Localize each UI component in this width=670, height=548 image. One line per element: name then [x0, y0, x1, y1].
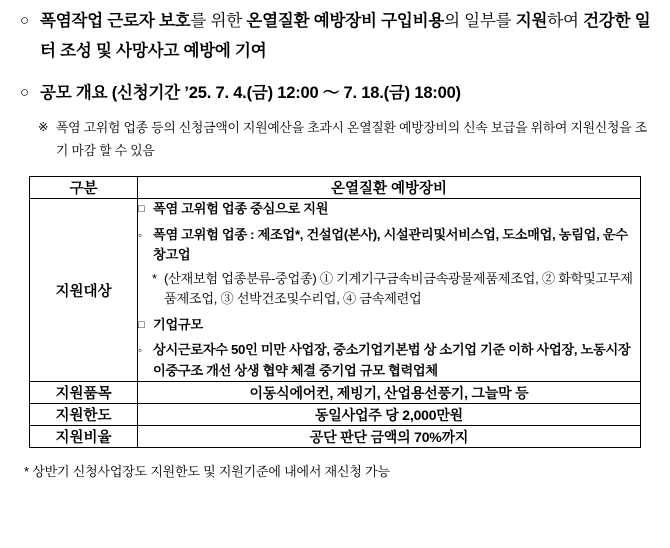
bullet-paragraph-2-text: 공모 개요 (신청기간 ’25. 7. 4.(금) 12:00 ～ 7. 18.(금) 18:00): [40, 84, 461, 102]
bullet-marker-icon: ○: [20, 12, 30, 29]
bullet-paragraph-1-text: [40, 6, 654, 66]
reference-mark-icon: ※: [38, 120, 49, 134]
list-item: [138, 340, 640, 381]
table-header-row: [30, 177, 641, 199]
bullet-paragraph-2: [20, 78, 654, 108]
square-bullet-icon: □: [138, 318, 145, 331]
list-item: [138, 199, 640, 220]
segment: 건강한 일터 조성 및 사망사고 예방에 기여: [40, 12, 651, 60]
row-value-ratio: 공단 판단 금액의 70%까지: [138, 426, 641, 448]
list-item-text: 상시근로자수 50인 미만 사업장, 중소기업기본법 상 소기업 기준 이하 사업장, 노동시장 이중구조 개선 상생 협약 체결 중기업 규모 협력업체: [153, 342, 631, 378]
note-text: 폭염 고위험 업종 등의 신청금액이 지원예산을 초과시 온열질환 예방장비의 신속 보급을 위하여 지원신청을 조기 마감 할 수 있음: [56, 120, 647, 158]
support-info-table: [29, 176, 641, 448]
table-header-value: 온열질환 예방장비: [138, 177, 641, 199]
segment: 온열질환 예방장비 구입비용: [246, 12, 445, 30]
list-item: [138, 225, 640, 266]
list-item: [138, 315, 640, 336]
row-label-target: 지원대상: [30, 199, 138, 382]
table-row: [30, 426, 641, 448]
segment: 하여: [547, 12, 584, 30]
page-footnote: * 상반기 신청사업장도 지원한도 및 지원기준에 내에서 재신청 가능: [24, 464, 390, 479]
footnote-item-text: (산재보험 업종분류-중업종) ① 기계기구금속비금속광물제품제조업, ② 화학및고무제품제조업, ③ 선박건조및수리업, ④ 금속제련업: [164, 270, 633, 306]
list-item-text: 폭염 고위험 업종 : 제조업*, 건설업(본사), 시설관리및서비스업, 도소매업, 농림업, 운수창고업: [153, 226, 628, 262]
row-label-ratio: 지원비율: [30, 426, 138, 448]
row-value-items: 이동식에어컨, 제빙기, 산업용선풍기, 그늘막 등: [138, 382, 641, 404]
row-value-target: [138, 199, 641, 382]
table-row: [30, 404, 641, 426]
segment: 를 위한: [190, 12, 247, 30]
list-item-text: 기업규모: [153, 316, 203, 332]
note-line: [38, 116, 650, 162]
row-value-limit: 동일사업주 당 2,000만원: [138, 404, 641, 426]
list-item-text: 폭염 고위험 업종 중심으로 지원: [153, 201, 329, 216]
segment: 의 일부를: [444, 12, 516, 30]
asterisk-icon: *: [152, 271, 157, 286]
table-row: [30, 199, 641, 382]
bullet-paragraph-1: [20, 6, 654, 66]
table-row: [30, 382, 641, 404]
table-header-label: 구분: [30, 177, 138, 199]
bullet-marker-icon: ○: [20, 84, 30, 101]
circle-bullet-icon: ◦: [138, 343, 142, 357]
segment: 지원: [515, 12, 548, 30]
segment: 폭염작업 근로자 보호: [40, 12, 191, 30]
row-label-items: 지원품목: [30, 382, 138, 404]
circle-bullet-icon: ◦: [138, 227, 142, 242]
footnote-item: [152, 269, 640, 310]
document-page: [0, 6, 670, 548]
row-label-limit: 지원한도: [30, 404, 138, 426]
square-bullet-icon: □: [138, 203, 145, 215]
